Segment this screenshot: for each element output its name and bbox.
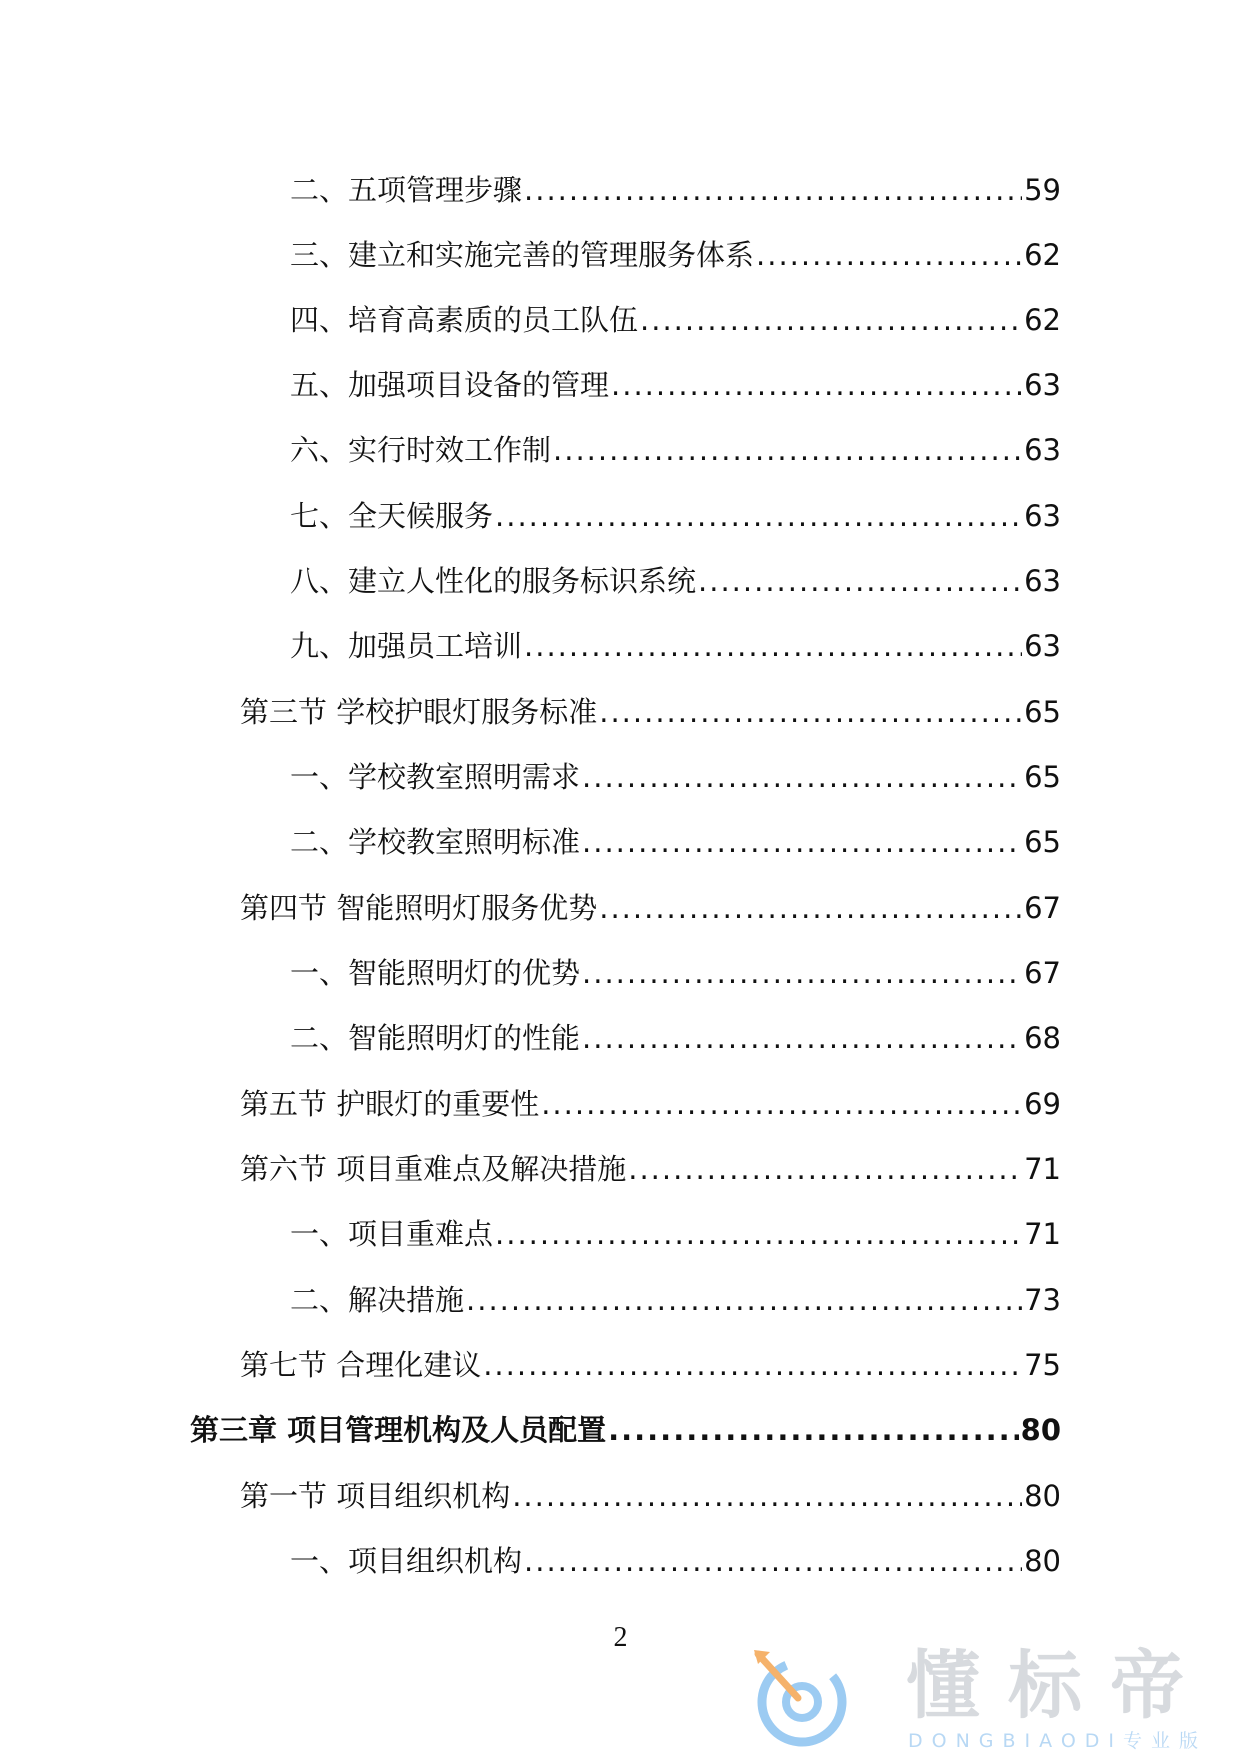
- toc-dot-leader: [553, 428, 1022, 472]
- toc-entry-page: 63: [1024, 564, 1061, 598]
- toc-entry-page: 71: [1024, 1152, 1061, 1186]
- toc-entry-page: 80: [1024, 1544, 1061, 1578]
- toc-entry-title: 第七节 合理化建议: [240, 1348, 482, 1382]
- toc-entry-title: 二、解决措施: [290, 1283, 465, 1317]
- toc-dot-leader: [611, 363, 1022, 407]
- toc-entry-title: 五、加强项目设备的管理: [290, 368, 610, 402]
- toc-dot-leader: [541, 1082, 1022, 1126]
- toc-entry[interactable]: [290, 951, 1061, 995]
- toc-entry-page: 73: [1024, 1283, 1061, 1317]
- toc-entry-title: 二、智能照明灯的性能: [290, 1021, 581, 1055]
- toc-dot-leader: [524, 1539, 1022, 1583]
- toc-entry[interactable]: [240, 1082, 1061, 1126]
- toc-entry-page: 65: [1024, 760, 1061, 794]
- toc-entry-page: 65: [1024, 825, 1061, 859]
- toc-dot-leader: [524, 624, 1022, 668]
- toc-entry-page: 65: [1024, 695, 1061, 729]
- toc-entry-page: 80: [1020, 1413, 1061, 1447]
- toc-dot-leader: [495, 494, 1022, 538]
- toc-entry-title: 一、项目重难点: [290, 1217, 494, 1251]
- toc-entry[interactable]: [290, 1539, 1061, 1583]
- toc-entry-title: 一、项目组织机构: [290, 1544, 523, 1578]
- toc-entry[interactable]: [290, 1212, 1061, 1256]
- toc-dot-leader: [582, 951, 1022, 995]
- toc-entry[interactable]: [240, 1147, 1061, 1191]
- toc-entry-page: 75: [1024, 1348, 1061, 1382]
- toc-entry-title: 第五节 护眼灯的重要性: [240, 1087, 540, 1121]
- toc-dot-leader: [582, 1016, 1022, 1060]
- page-number: 2: [613, 1622, 628, 1653]
- toc-dot-leader: [698, 559, 1022, 603]
- toc-entry-title: 一、学校教室照明需求: [290, 760, 581, 794]
- toc-entry-page: 63: [1024, 499, 1061, 533]
- watermark-brand: 懂标帝: [906, 1643, 1212, 1729]
- toc-entry-title: 七、全天候服务: [290, 499, 494, 533]
- toc-entry[interactable]: [240, 1343, 1061, 1387]
- toc-entry-page: 69: [1024, 1087, 1061, 1121]
- toc-dot-leader: [495, 1212, 1022, 1256]
- toc-entry-title: 第四节 智能照明灯服务优势: [240, 891, 598, 925]
- toc-entry-title: 四、培育高素质的员工队伍: [290, 303, 639, 337]
- toc-dot-leader: [628, 1147, 1022, 1191]
- toc-entry[interactable]: [240, 690, 1061, 734]
- toc-dot-leader: [483, 1343, 1022, 1387]
- toc-entry-title: 三、建立和实施完善的管理服务体系: [290, 238, 755, 272]
- toc-dot-leader: [582, 755, 1022, 799]
- toc-entry[interactable]: [290, 624, 1061, 668]
- toc-entry[interactable]: [290, 233, 1061, 277]
- toc-entry[interactable]: [240, 886, 1061, 930]
- toc-entry[interactable]: [290, 168, 1061, 212]
- toc-entry[interactable]: [290, 494, 1061, 538]
- toc-entry[interactable]: [290, 298, 1061, 342]
- toc-entry-title: 八、建立人性化的服务标识系统: [290, 564, 697, 598]
- toc-entry-page: 59: [1024, 173, 1061, 207]
- toc-entry[interactable]: [290, 428, 1061, 472]
- toc-dot-leader: [512, 1474, 1022, 1518]
- toc-entry[interactable]: [240, 1474, 1061, 1518]
- toc-entry[interactable]: [290, 820, 1061, 864]
- toc-entry-title: 第六节 项目重难点及解决措施: [240, 1152, 627, 1186]
- toc-entry-page: 62: [1024, 303, 1061, 337]
- toc-entry[interactable]: [290, 755, 1061, 799]
- toc-entry-title: 第一节 项目组织机构: [240, 1479, 511, 1513]
- toc-entry-page: 80: [1024, 1479, 1061, 1513]
- toc-entry-title: 九、加强员工培训: [290, 629, 523, 663]
- toc-entry-chapter[interactable]: [190, 1408, 1061, 1452]
- toc-entry-page: 67: [1024, 956, 1061, 990]
- toc-entry-title: 六、实行时效工作制: [290, 433, 552, 467]
- toc-entry-page: 63: [1024, 629, 1061, 663]
- toc-entry-title: 第三章 项目管理机构及人员配置: [190, 1413, 607, 1447]
- toc-entry-page: 68: [1024, 1021, 1061, 1055]
- target-arrow-icon: [750, 1648, 850, 1748]
- toc-entry-page: 67: [1024, 891, 1061, 925]
- toc-entry-page: 62: [1024, 238, 1061, 272]
- watermark-subtitle: DONGBIAODI专业版: [908, 1730, 1208, 1752]
- toc-entry[interactable]: [290, 559, 1061, 603]
- toc-entry-title: 第三节 学校护眼灯服务标准: [240, 695, 598, 729]
- toc-entry[interactable]: [290, 363, 1061, 407]
- toc-entry-title: 一、智能照明灯的优势: [290, 956, 581, 990]
- toc-dot-leader: [640, 298, 1022, 342]
- toc-entry-title: 二、五项管理步骤: [290, 173, 523, 207]
- toc-entry-page: 63: [1024, 433, 1061, 467]
- toc-dot-leader: [756, 233, 1022, 277]
- toc-dot-leader: [599, 690, 1022, 734]
- toc-dot-leader: [582, 820, 1022, 864]
- toc-dot-leader: [608, 1408, 1019, 1452]
- toc-dot-leader: [466, 1278, 1022, 1322]
- toc-entry-title: 二、学校教室照明标准: [290, 825, 581, 859]
- toc-entry-page: 63: [1024, 368, 1061, 402]
- watermark: [740, 1640, 1240, 1754]
- toc-entry[interactable]: [290, 1278, 1061, 1322]
- toc-entry-page: 71: [1024, 1217, 1061, 1251]
- toc-dot-leader: [524, 168, 1022, 212]
- toc-dot-leader: [599, 886, 1022, 930]
- toc-entry[interactable]: [290, 1016, 1061, 1060]
